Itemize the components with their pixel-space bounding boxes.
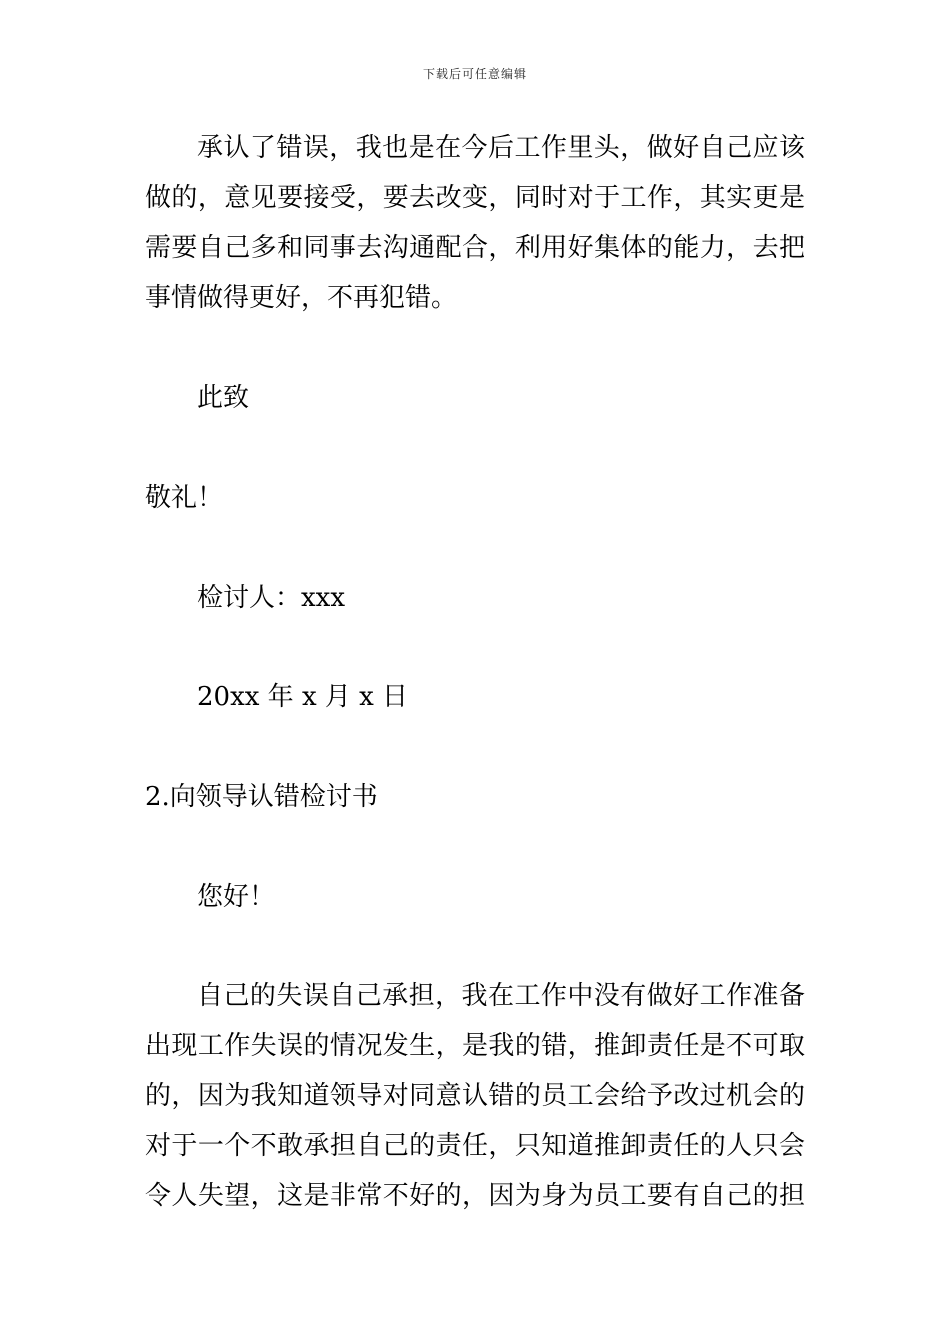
- greeting: 您好！: [197, 882, 276, 912]
- paragraph-line: 对于一个不敢承担自己的责任，只知道推卸责任的人只会: [145, 1131, 805, 1161]
- paragraph-line: 令人失望，这是非常不好的，因为身为员工要有自己的担: [145, 1181, 805, 1211]
- section-2-title: 2.向领导认错检讨书: [145, 782, 378, 812]
- signer-line: 检讨人：xxx: [197, 583, 345, 613]
- closing-jing-li: 敬礼！: [145, 483, 224, 513]
- paragraph-line: 需要自己多和同事去沟通配合，利用好集体的能力，去把: [145, 233, 805, 263]
- closing-ci-zhi: 此致: [197, 383, 250, 413]
- paragraph-line: 的，因为我知道领导对同意认错的员工会给予改过机会的: [145, 1081, 805, 1111]
- paragraph-line: 出现工作失误的情况发生，是我的错，推卸责任是不可取: [145, 1031, 805, 1061]
- download-note: 下载后可任意编辑: [422, 67, 527, 81]
- paragraph-line: 做的，意见要接受，要去改变，同时对于工作，其实更是: [145, 183, 805, 213]
- paragraph-line: 事情做得更好，不再犯错。: [145, 283, 458, 313]
- paragraph-line: 承认了错误，我也是在今后工作里头，做好自己应该: [197, 133, 805, 163]
- paragraph-line: 自己的失误自己承担，我在工作中没有做好工作准备: [197, 981, 805, 1011]
- date-line: 20xx 年 x 月 x 日: [197, 682, 409, 712]
